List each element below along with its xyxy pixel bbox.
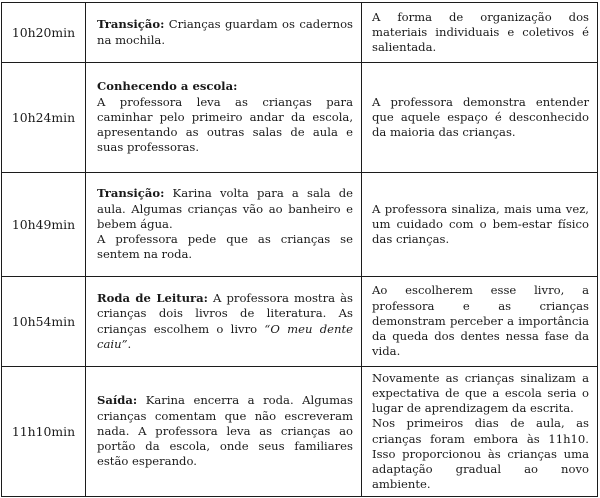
table-row	[2, 277, 598, 367]
activity-label: Conhecendo a escola:	[97, 79, 238, 94]
description-cell	[86, 173, 362, 277]
time-cell: 10h20min	[2, 3, 86, 63]
time-cell: 11h10min	[2, 367, 86, 497]
description-cell	[86, 367, 362, 497]
analysis-cell: Ao escolherem esse livro, a professora e as crianças demonstram perceber a importância da queda dos dentes nessa fase da vida.	[362, 277, 598, 367]
activity-text: Karina encerra a roda. Algumas crianças comentam que não escreveram nada. A professora leva as crianças ao portão da escola, onde seus familiares estão esperando.	[97, 393, 353, 469]
activity-text: A professora mostra às crianças dois livros de literatura. As crianças escolhem o livro	[97, 291, 353, 336]
table-row	[2, 367, 598, 497]
description-cell	[86, 63, 362, 173]
analysis-text-2: Nos primeiros dias de aula, as crianças foram embora às 11h10. Isso proporcionou às crianças uma adaptação gradual ao novo ambiente.	[372, 416, 589, 492]
time-cell: 10h24min	[2, 63, 86, 173]
activity-label: Roda de Leitura:	[97, 291, 208, 306]
activity-text: A professora leva as crianças para caminhar pelo primeiro andar da escola, apresentando as outras salas de aula e suas professoras.	[97, 94, 353, 155]
activity-label: Transição:	[97, 186, 165, 201]
table-row	[2, 3, 598, 63]
analysis-text: Novamente as crianças sinalizam a expectativa de que a escola seria o lugar de aprendizagem da escrita.	[372, 370, 589, 416]
book-title: “O meu dente caiu”	[97, 321, 353, 351]
activity-label: Transição:	[97, 17, 165, 32]
time-cell: 10h54min	[2, 277, 86, 367]
analysis-cell	[362, 367, 598, 497]
description-cell	[86, 277, 362, 367]
activity-text: Crianças guardam os cadernos na mochila.	[97, 17, 353, 47]
observation-table	[1, 2, 598, 497]
activity-label: Saída:	[97, 393, 138, 408]
description-cell	[86, 3, 362, 63]
table-row	[2, 63, 598, 173]
time-cell: 10h49min	[2, 173, 86, 277]
activity-text-tail: .	[127, 336, 132, 351]
activity-text: Karina volta para a sala de aula. Algumas crianças vão ao banheiro e bebem água.	[97, 186, 353, 231]
analysis-cell: A professora demonstra entender que aquele espaço é desconhecido da maioria das crianças.	[362, 63, 598, 173]
analysis-cell: A professora sinaliza, mais uma vez, um cuidado com o bem-estar físico das crianças.	[362, 173, 598, 277]
analysis-cell: A forma de organização dos materiais individuais e coletivos é salientada.	[362, 3, 598, 63]
table-row	[2, 173, 598, 277]
activity-text-2: A professora pede que as crianças se sentem na roda.	[97, 232, 353, 262]
